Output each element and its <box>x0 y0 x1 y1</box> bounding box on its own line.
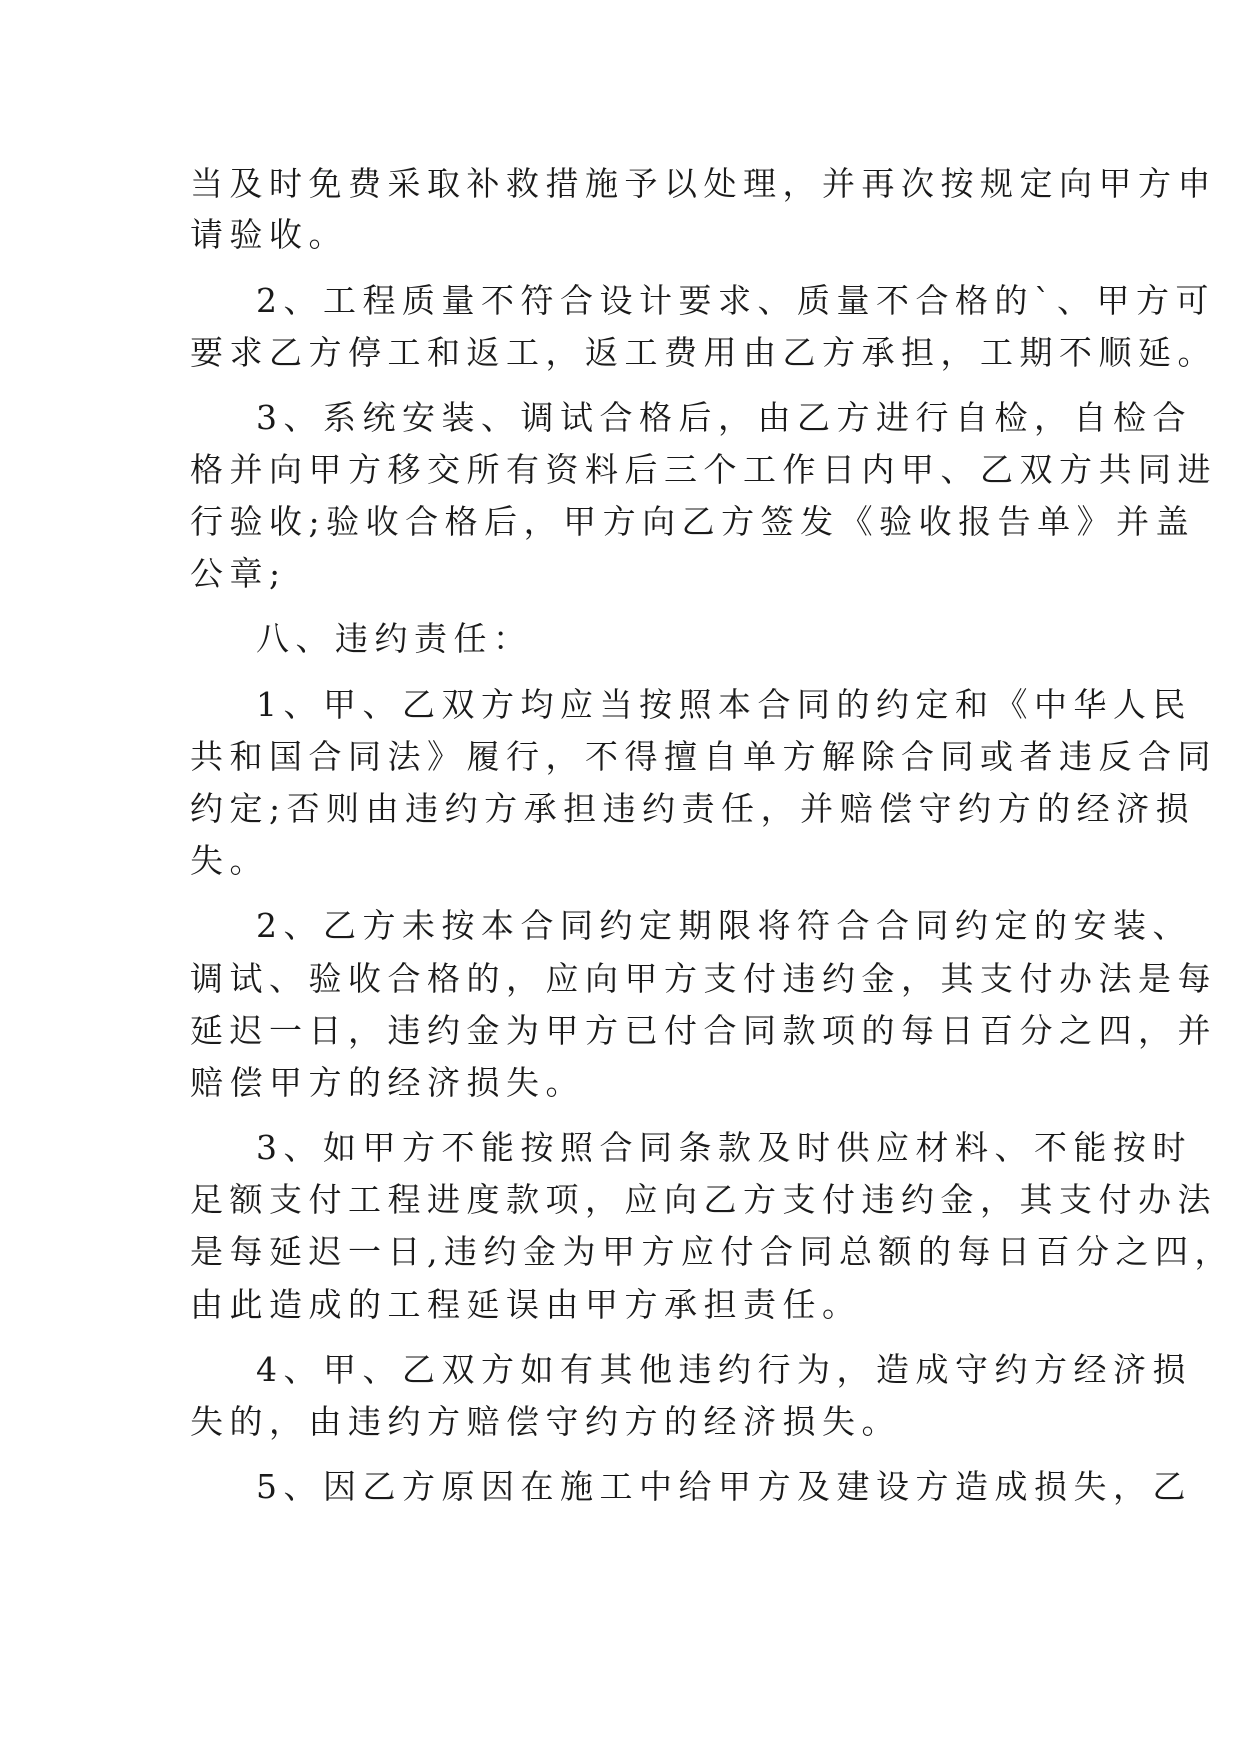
paragraph-start: 2、乙方未按本合同约定期限将符合合同约定的安装、 <box>256 906 1192 945</box>
text-line: 请验收。 <box>190 215 348 254</box>
paragraph-start: 3、系统安装、调试合格后，由乙方进行自检，自检合 <box>256 398 1192 437</box>
text-line: 行验收;验收合格后，甲方向乙方签发《验收报告单》并盖 <box>190 502 1196 541</box>
text-line: 公章; <box>190 554 287 593</box>
text-line: 当及时免费采取补救措施予以处理，并再次按规定向甲方申 <box>190 164 1217 203</box>
text-line: 是每延迟一日,违约金为甲方应付合同总额的每日百分之四， <box>190 1232 1234 1271</box>
paragraph-start: 2、工程质量不符合设计要求、质量不合格的`、甲方可 <box>256 281 1215 320</box>
paragraph-start: 5、因乙方原因在施工中给甲方及建设方造成损失，乙 <box>256 1467 1192 1506</box>
text-line: 由此造成的工程延误由甲方承担责任。 <box>190 1285 862 1324</box>
paragraph-start: 3、如甲方不能按照合同条款及时供应材料、不能按时 <box>256 1128 1192 1167</box>
paragraph-start: 4、甲、乙双方如有其他违约行为，造成守约方经济损 <box>256 1350 1192 1389</box>
text-line: 调试、验收合格的，应向甲方支付违约金，其支付办法是每 <box>190 959 1217 998</box>
text-line: 格并向甲方移交所有资料后三个工作日内甲、乙双方共同进 <box>190 450 1217 489</box>
paragraph-start: 1、甲、乙双方均应当按照本合同的约定和《中华人民 <box>256 685 1192 724</box>
text-line: 足额支付工程进度款项，应向乙方支付违约金，其支付办法 <box>190 1180 1217 1219</box>
text-line: 延迟一日，违约金为甲方已付合同款项的每日百分之四，并 <box>190 1011 1217 1050</box>
text-line: 约定;否则由违约方承担违约责任，并赔偿守约方的经济损 <box>190 789 1196 828</box>
section-heading: 八、违约责任： <box>256 619 533 658</box>
text-line: 失的，由违约方赔偿守约方的经济损失。 <box>190 1402 901 1441</box>
text-line: 共和国合同法》履行，不得擅自单方解除合同或者违反合同 <box>190 737 1217 776</box>
text-line: 失。 <box>190 841 269 880</box>
text-line: 要求乙方停工和返工，返工费用由乙方承担，工期不顺延。 <box>190 333 1217 372</box>
text-line: 赔偿甲方的经济损失。 <box>190 1063 585 1102</box>
